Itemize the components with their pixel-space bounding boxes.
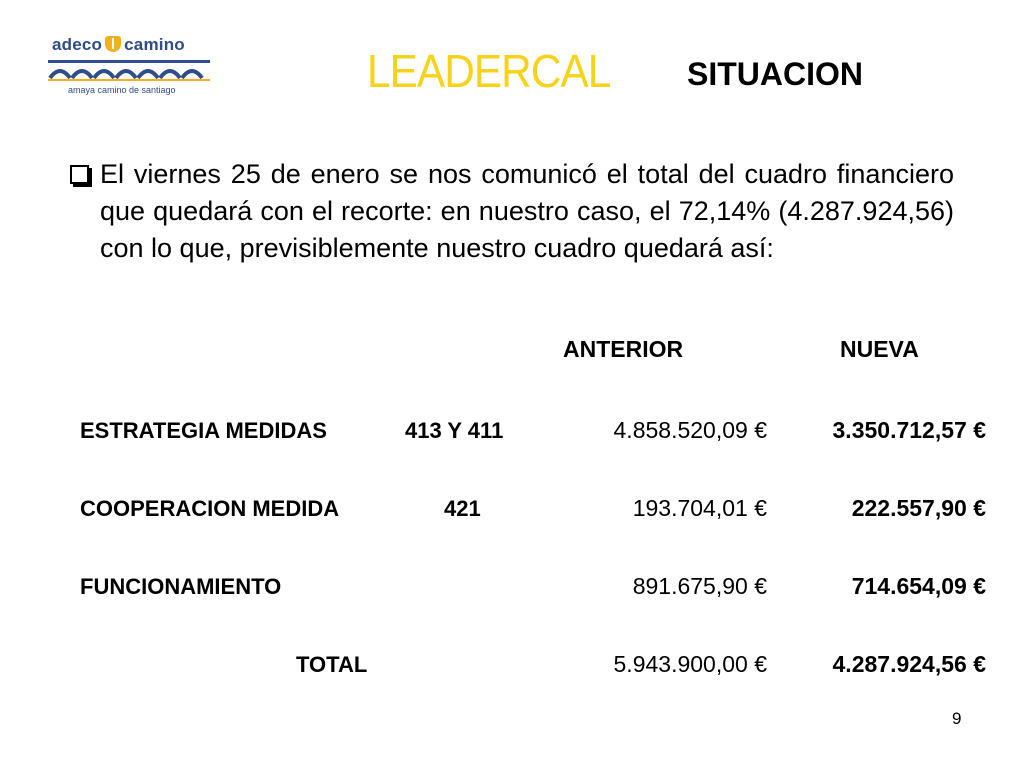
row-label: FUNCIONAMIENTO [80,574,282,599]
bullet-paragraph [70,156,954,267]
value-nueva: 714.654,09 € [851,573,986,599]
value-anterior: 4.858.520,09 € [613,417,767,443]
row-code: 413 Y 411 [405,418,504,443]
page-number: 9 [952,709,962,728]
row-label: COOPERACION MEDIDA [80,496,340,521]
slide-title: LEADERCAL [367,45,611,97]
row-label: ESTRATEGIA MEDIDAS [80,418,327,443]
value-anterior: 891.675,90 € [632,573,767,599]
row-code: 421 [444,496,481,521]
value-anterior: 193.704,01 € [632,495,767,521]
logo-tagline: amaya camino de santiago [68,85,176,95]
logo-word-right: camino [124,35,185,54]
logo-wordmark [52,35,185,55]
total-anterior: 5.943.900,00 € [613,651,767,677]
adeco-camino-logo [48,32,210,102]
scallop-shell-icon [105,36,121,52]
value-nueva: 222.557,90 € [851,495,986,521]
column-header-anterior: ANTERIOR [563,336,684,362]
total-label: TOTAL [296,652,368,677]
column-header-nueva: NUEVA [840,336,919,362]
logo-word-left: adeco [52,35,103,54]
paragraph-text: El viernes 25 de enero se nos comunicó el total del cuadro financiero que quedará con el recorte: en nuestro caso, el 72,14% (4.287.924,56) con lo que, previsiblemente nuestro cuadro quedará así: [100,159,954,263]
value-nueva: 3.350.712,57 € [832,417,986,443]
checkbox-bullet-icon [70,165,89,184]
bridge-icon [48,58,210,84]
total-nueva: 4.287.924,56 € [832,651,986,677]
slide-subtitle: SITUACION [687,56,863,92]
